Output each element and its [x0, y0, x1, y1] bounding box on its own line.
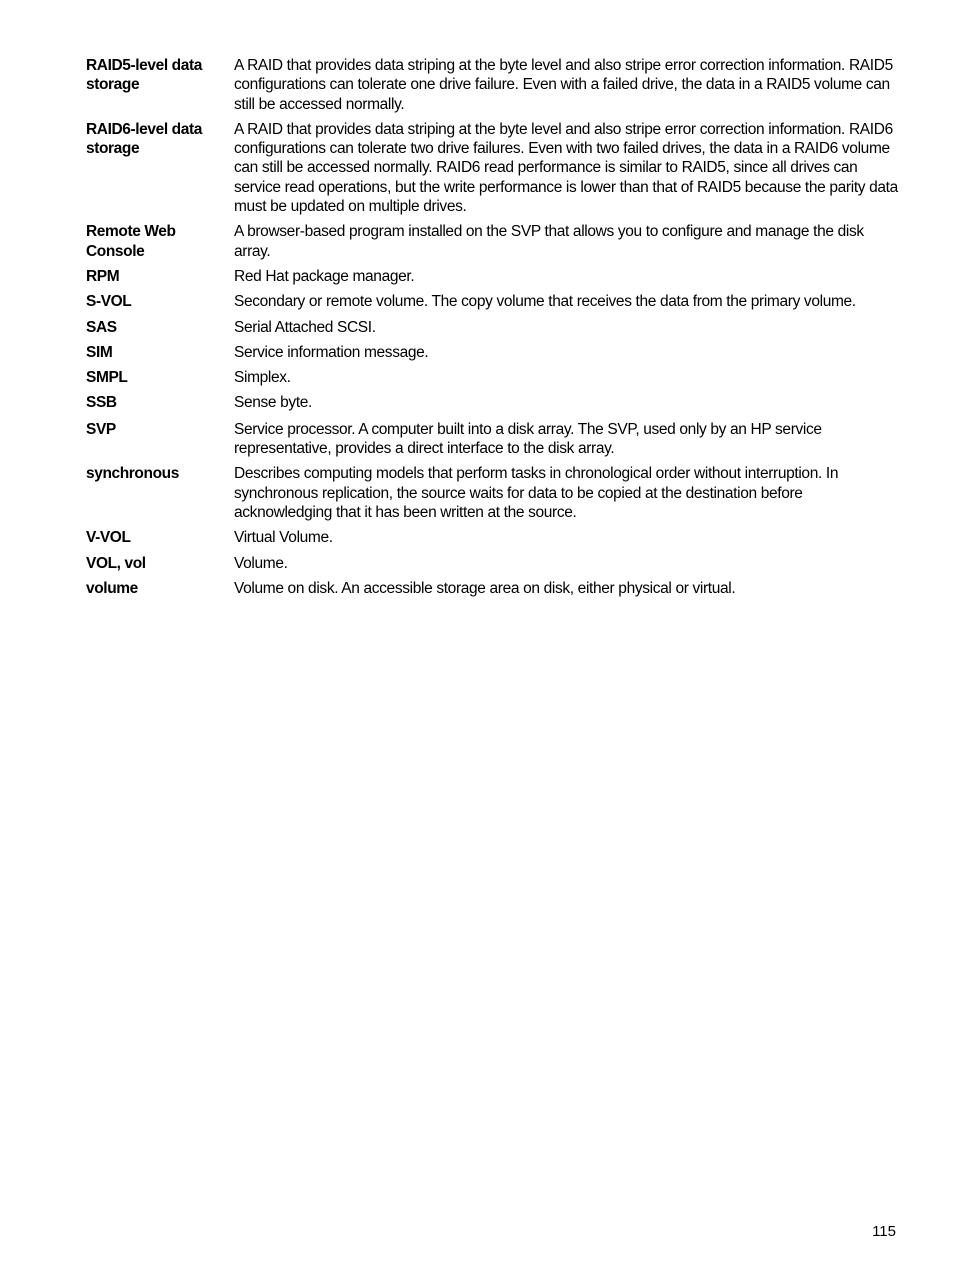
glossary-term: SIM	[86, 343, 113, 361]
glossary-definition: Describes computing models that perform tasks in chronological order without interruption. In synchronous replication, the source waits for data to be copied at the destination before acknowledging that it has been written at the source.	[234, 465, 839, 521]
glossary-entry	[86, 579, 898, 598]
glossary-definition: Secondary or remote volume. The copy volume that receives the data from the primary volume.	[234, 293, 856, 311]
glossary-entry	[86, 464, 898, 522]
glossary-term: RPM	[86, 267, 120, 285]
glossary-entry	[86, 56, 898, 114]
glossary-definition: Volume on disk. An accessible storage area on disk, either physical or virtual.	[234, 579, 736, 597]
glossary-definition: Virtual Volume.	[234, 529, 333, 547]
glossary-list	[86, 56, 898, 598]
glossary-entry	[86, 343, 898, 362]
glossary-term: RAID5-level data storage	[86, 57, 202, 94]
glossary-definition: Simplex.	[234, 369, 291, 387]
glossary-term: V-VOL	[86, 529, 131, 547]
glossary-definition: A browser-based program installed on the SVP that allows you to configure and manage the disk array.	[234, 223, 864, 260]
glossary-definition: A RAID that provides data striping at the byte level and also stripe error correction information. RAID5 configurations can tolerate one drive failure. Even with a failed drive, the data in a RAID5 volume can still be accessed normally.	[234, 57, 893, 113]
page-number: 115	[872, 1223, 896, 1240]
glossary-entry	[86, 393, 898, 412]
glossary-entry	[86, 292, 898, 311]
glossary-definition: Service information message.	[234, 343, 429, 361]
glossary-definition: Volume.	[234, 554, 288, 572]
glossary-term: SAS	[86, 318, 117, 336]
glossary-entry	[86, 120, 898, 216]
glossary-entry	[86, 368, 898, 387]
glossary-definition: Red Hat package manager.	[234, 267, 415, 285]
glossary-definition: Sense byte.	[234, 394, 313, 412]
glossary-term: SSB	[86, 394, 117, 412]
glossary-definition: Serial Attached SCSI.	[234, 318, 376, 336]
glossary-term: RAID6-level data storage	[86, 120, 202, 158]
glossary-term: VOL, vol	[86, 554, 146, 572]
glossary-term: synchronous	[86, 465, 179, 483]
glossary-definition: Service processor. A computer built into a disk array. The SVP, used only by an HP service representative, provides a direct interface to the disk array.	[234, 420, 822, 458]
glossary-term: SMPL	[86, 369, 128, 387]
glossary-entry	[86, 528, 898, 547]
glossary-entry	[86, 267, 898, 286]
glossary-term: volume	[86, 579, 138, 597]
glossary-entry	[86, 222, 898, 261]
glossary-entry	[86, 318, 898, 337]
glossary-entry	[86, 420, 898, 459]
glossary-term: SVP	[86, 420, 116, 438]
glossary-definition: A RAID that provides data striping at the byte level and also stripe error correction information. RAID6 configurations can tolerate two drive failures. Even with two failed drives, the data in a RAID6 volume can still be accessed normally. RAID6 read performance is similar to RAID5, since all drives can service read operations, but the write performance is lower than that of RAID5 because the parity data must be updated on multiple drives.	[234, 120, 898, 216]
glossary-term: Remote Web Console	[86, 223, 176, 260]
glossary-term: S-VOL	[86, 293, 132, 311]
glossary-entry	[86, 554, 898, 573]
